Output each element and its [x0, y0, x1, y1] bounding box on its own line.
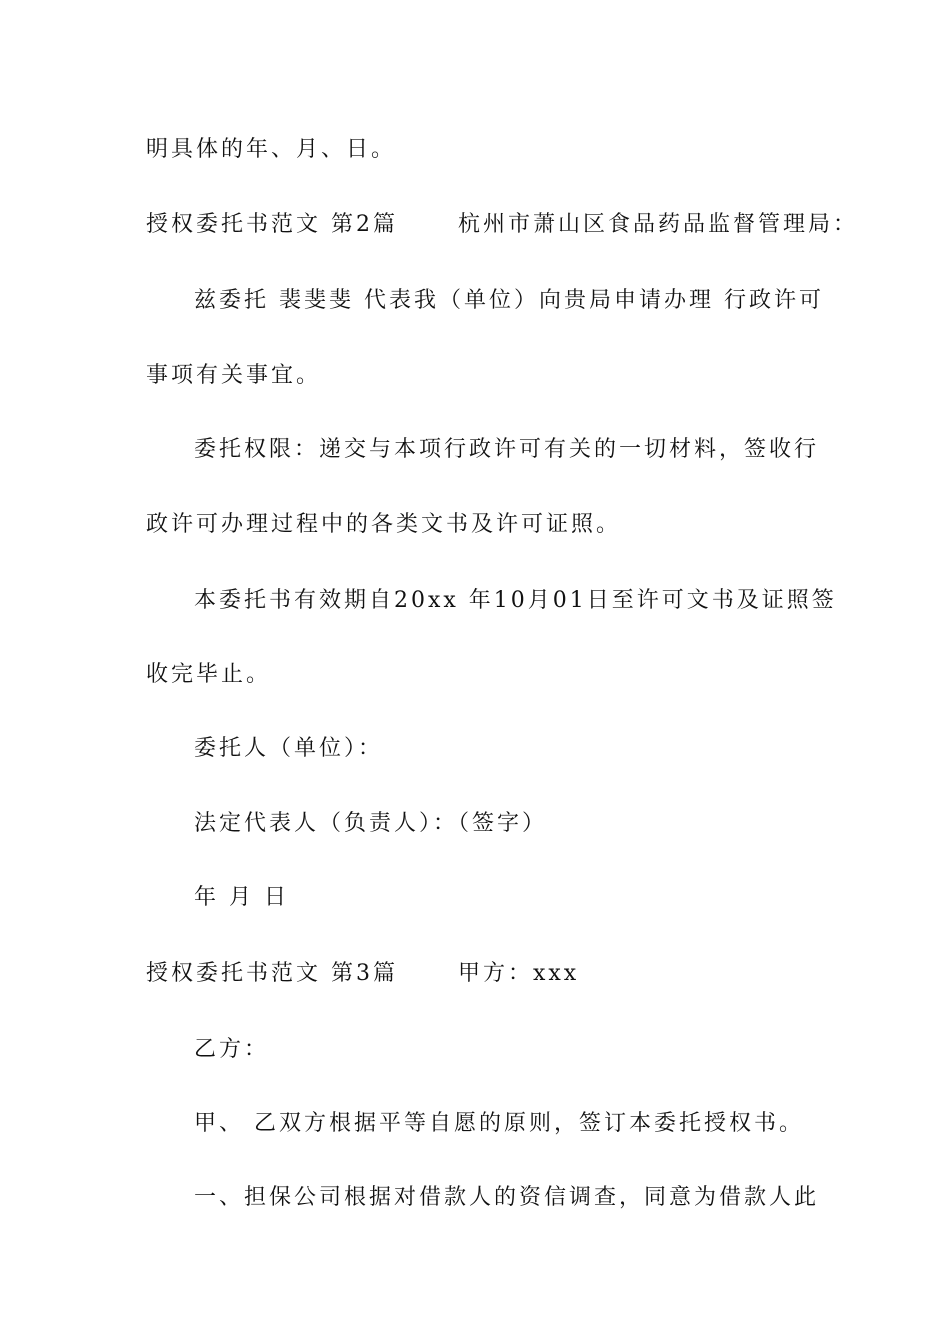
- text-line-3: 兹委托 裴斐斐 代表我（单位）向贵局申请办理 行政许可: [194, 288, 824, 313]
- text-line-8: 收完毕止。: [146, 662, 272, 687]
- text-line-6: 政许可办理过程中的各类文书及许可证照。: [146, 512, 622, 537]
- text-line-7: 本委托书有效期自20xx 年10月01日至许可文书及证照签: [194, 588, 837, 613]
- text-line-4: 事项有关事宜。: [146, 363, 322, 388]
- text-line-14: 甲、 乙双方根据平等自愿的原则，签订本委托授权书。: [194, 1111, 804, 1136]
- text-line-5: 委托权限：递交与本项行政许可有关的一切材料，签收行: [194, 437, 820, 462]
- text-line-13: 乙方：: [194, 1037, 270, 1062]
- section-heading-3: 授权委托书范文 第3篇 甲方：xxx: [146, 961, 580, 986]
- section-heading-2: 授权委托书范文 第2篇 杭州市萧山区食品药品监督管理局：: [146, 212, 858, 237]
- text-line-10: 法定代表人（负责人）：（签字）: [194, 811, 548, 836]
- text-line-15: 一、担保公司根据对借款人的资信调查，同意为借款人此: [194, 1185, 820, 1210]
- text-line-9: 委托人（单位）：: [194, 736, 384, 761]
- text-line-11: 年 月 日: [194, 885, 289, 910]
- text-line-1: 明具体的年、月、日。: [146, 137, 397, 162]
